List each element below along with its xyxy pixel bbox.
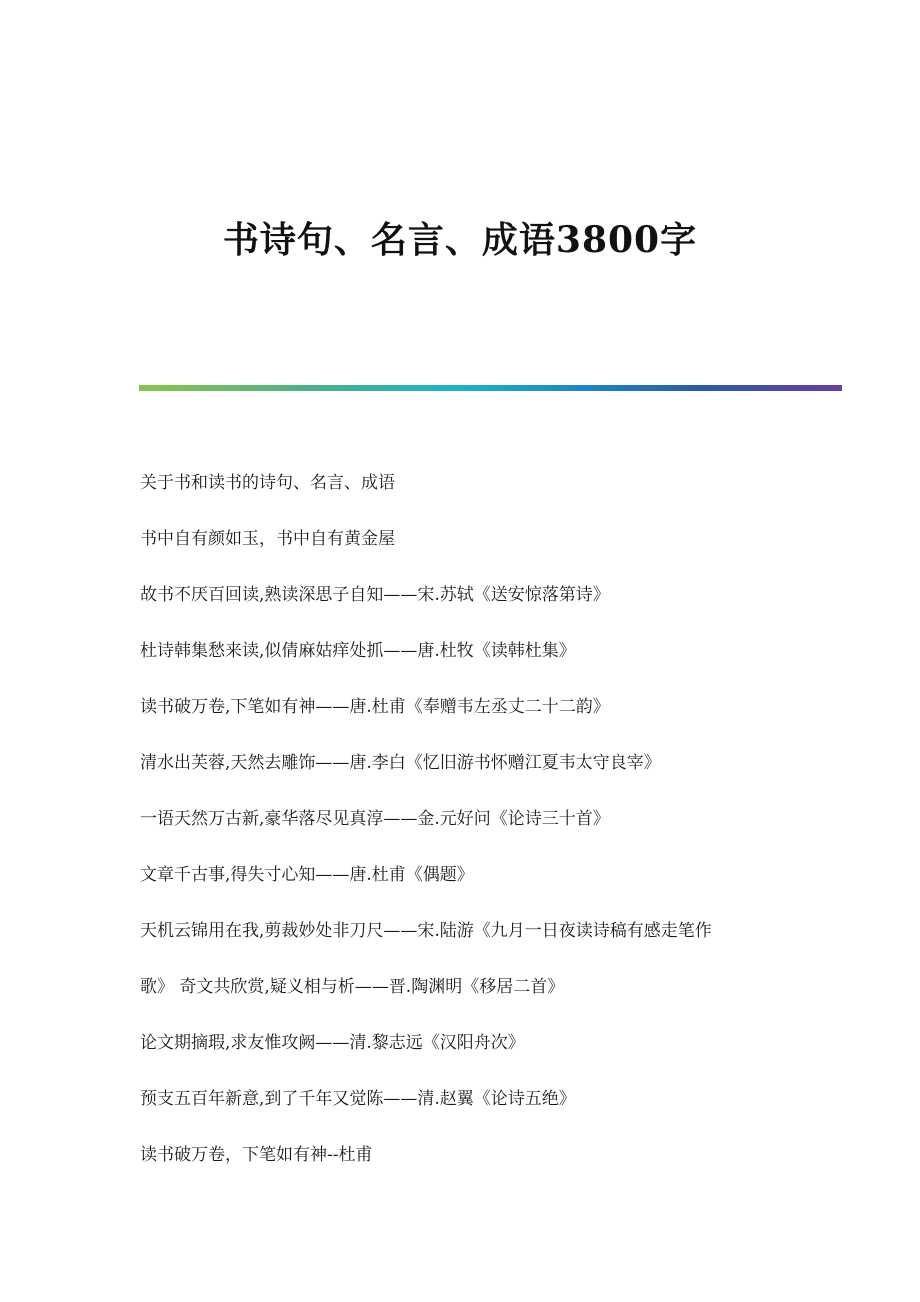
text-line: 天机云锦用在我,剪裁妙处非刀尺——宋.陆游《九月一日夜读诗稿有感走笔作	[140, 921, 712, 941]
text-line: 文章千古事,得失寸心知——唐.杜甫《偶题》	[140, 865, 474, 885]
text-line: 一语天然万古新,豪华落尽见真淳——金.元好问《论诗三十首》	[140, 809, 610, 829]
gradient-divider	[139, 385, 842, 391]
text-line: 读书破万卷,下笔如有神——唐.杜甫《奉赠韦左丞丈二十二韵》	[140, 697, 610, 717]
text-line: 关于书和读书的诗句、名言、成语	[140, 473, 395, 493]
text-line: 书中自有颜如玉，书中自有黄金屋	[140, 529, 395, 549]
text-line: 杜诗韩集愁来读,似倩麻姑痒处抓——唐.杜牧《读韩杜集》	[140, 641, 576, 661]
text-line: 预支五百年新意,到了千年又觉陈——清.赵翼《论诗五绝》	[140, 1089, 576, 1109]
text-body	[140, 466, 800, 1194]
text-line: 故书不厌百回读,熟读深思子自知——宋.苏轼《送安惊落第诗》	[140, 585, 610, 605]
text-line: 论文期摘瑕,求友惟攻阙——清.黎志远《汉阳舟次》	[140, 1033, 525, 1053]
text-line: 清水出芙蓉,天然去雕饰——唐.李白《忆旧游书怀赠江夏韦太守良宰》	[140, 753, 661, 773]
document-title: 书诗句、名言、成语3800字	[222, 219, 698, 261]
text-line: 读书破万卷，下笔如有神--杜甫	[140, 1145, 373, 1165]
text-line: 歌》 奇文共欣赏,疑义相与析——晋.陶渊明《移居二首》	[140, 977, 565, 997]
